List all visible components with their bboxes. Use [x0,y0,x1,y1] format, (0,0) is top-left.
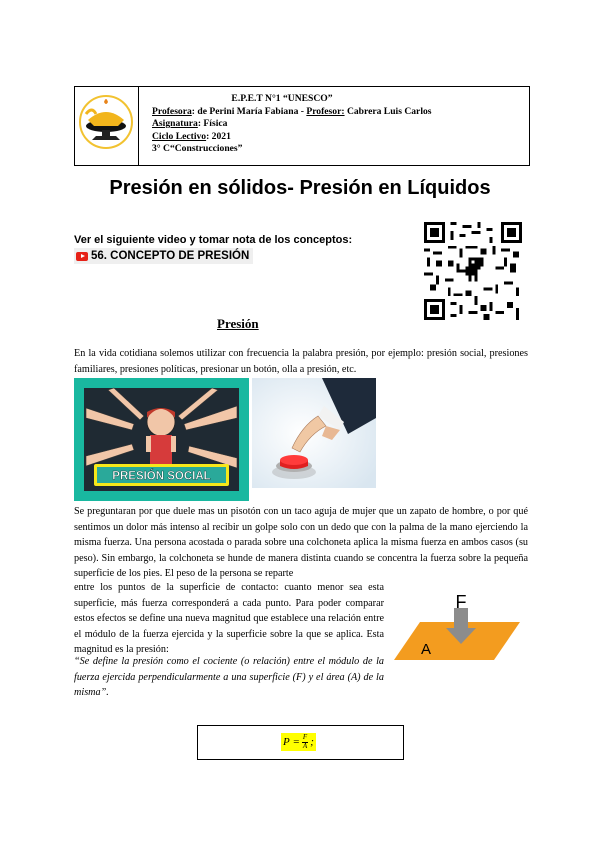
formula-tail: ; [310,736,314,748]
subject-line [152,118,522,131]
formula-eq: = [292,736,300,748]
year-line [152,131,522,144]
paragraph-explanation: Se preguntaran por que duele mas un pisotón con un taco aguja de mujer que un zapato de hombre, o por qué sentimos un dolor más intenso al recibir un golpe solo con un dedo que con la palma de la mano ejerciendo la misma fuerza. Una persona acostada o parada sobre una colchoneta aplica la misma fuerza en ambos casos (su peso). Sin embargo, la colchoneta se hunde de manera distinta cuando se concentra la fuerza sobre la pequeña superficie de los pies. El peso de la persona se reparte [74,506,528,580]
subject: : Física [197,118,228,130]
youtube-icon [76,252,88,261]
school-name: E.P.E.T N°1 “UNESCO” [231,93,333,104]
video-link-label: 56. CONCEPTO DE PRESIÓN [91,250,250,262]
teacher-2: Cabrera Luis Carlos [344,105,432,117]
formula-denominator: A [302,741,308,750]
force-label: F [455,594,467,612]
teacher-1: : de Perini María Fabiana - [191,105,307,117]
section-heading: Presión [217,316,259,331]
area-label: A [420,641,432,658]
pressure-definition-quote: “Se define la presión como el cociente (o relación) entre el módulo de la fuerza ejercida perpendicularmente a una superficie (F) y el área (A) de la misma”. [74,656,384,699]
header-divider [138,86,139,166]
social-pressure-image [74,378,249,501]
formula-lhs: P [283,736,290,748]
force-area-diagram [392,594,522,668]
formula-numerator: F [302,733,308,741]
social-pressure-caption: PRESIÓN SOCIAL [112,470,211,483]
teacher-label-2: Profesor: [306,105,345,117]
paragraph-intro: En la vida cotidiana solemos utilizar con frecuencia la palabra presión, por ejemplo: presión social, presiones familiares, presiones políticas, presionar un botón, olla a presión, etc. [74,348,528,375]
button-press-image [252,378,376,488]
teacher-label-1: Profesora [152,105,192,117]
school-logo [78,92,134,152]
paragraph-definition: entre los puntos de la superficie de contacto: cuanto menor sea esta superficie, más fuerza corresponderá a cada punto. Para poder comparar estos efectos se define una nueva magnitud que establece una relación entre el módulo de la fuerza ejercida y la superficie sobre la que se aplica. Esta magnitud es la presión: [74,582,384,656]
qr-code[interactable] [424,222,522,320]
pressure-formula [281,733,316,751]
teachers-line [152,106,522,119]
video-link[interactable] [74,248,253,264]
course-line: 3° C“Construcciones” [152,143,243,155]
formula-fraction [302,734,308,750]
subject-label: Asignatura [152,118,198,130]
page-title: Presión en sólidos- Presión en Líquidos [109,177,491,199]
video-intro: Ver el siguiente video y tomar nota de los conceptos: [74,234,353,246]
year-label: Ciclo Lectivo [152,130,207,142]
year: : 2021 [206,130,231,142]
header-text [152,93,522,156]
